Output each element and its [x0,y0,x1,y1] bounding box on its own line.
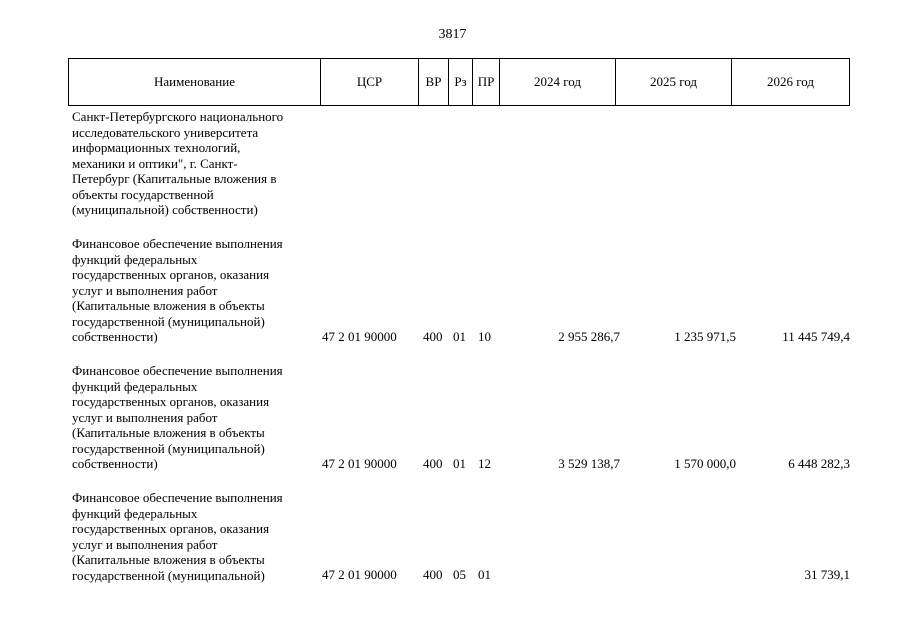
header-rz: Рз [449,59,473,105]
cell-csr: 47 2 01 90000 [322,567,397,582]
name-line: государственных органов, оказания [72,394,270,409]
row-name [72,490,318,583]
name-line: (муниципальной) собственности) [72,202,258,217]
name-line: государственных органов, оказания [72,521,270,536]
name-line: государственной (муниципальной) [72,313,265,329]
cell-csr: 47 2 01 90000 [322,456,397,471]
cell-vr: 400 [423,329,443,344]
name-line: Санкт-Петербургского национального [72,109,284,124]
cell-rz: 01 [453,329,466,344]
name-line: функций федеральных [72,251,198,267]
name-line: государственной (муниципальной) [72,440,265,456]
cell-rz: 01 [453,456,466,471]
header-2025: 2025 год [616,59,732,105]
cell-2025: 1 570 000,0 [674,456,736,471]
cell-pr: 10 [478,329,491,344]
cell-pr: 12 [478,456,491,471]
cell-csr: 47 2 01 90000 [322,329,397,344]
name-line: Финансовое обеспечение выполнения [72,490,283,505]
name-line: механики и оптики", г. Санкт- [72,155,238,171]
name-line: (Капитальные вложения в объекты [72,298,265,313]
cell-2025: 1 235 971,5 [674,329,736,344]
header-name: Наименование [69,59,321,105]
row-name [72,236,318,345]
cell-2024: 3 529 138,7 [558,456,620,471]
name-line: государственной (муниципальной) [72,567,265,583]
name-line: Финансовое обеспечение выполнения [72,236,283,251]
name-line: (Капитальные вложения в объекты [72,425,265,440]
cell-2024: 2 955 286,7 [558,329,620,344]
row-name [72,109,318,218]
name-line: (Капитальные вложения в объекты [72,552,265,567]
header-vr: ВР [419,59,449,105]
name-line: функций федеральных [72,378,198,394]
header-csr: ЦСР [321,59,419,105]
name-line: Петербург (Капитальные вложения в [72,171,277,186]
name-line: услуг и выполнения работ [72,409,218,425]
header-2024: 2024 год [500,59,616,105]
table-header [68,58,850,106]
name-line: функций федеральных [72,505,198,521]
name-line: услуг и выполнения работ [72,536,218,552]
cell-pr: 01 [478,567,491,582]
name-line: Финансовое обеспечение выполнения [72,363,283,378]
header-pr: ПР [473,59,500,105]
name-line: собственности) [72,456,158,471]
name-line: государственных органов, оказания [72,267,270,282]
cell-2026: 31 739,1 [804,567,850,582]
header-2026: 2026 год [767,74,814,89]
cell-vr: 400 [423,567,443,582]
cell-2026: 6 448 282,3 [788,456,850,471]
cell-vr: 400 [423,456,443,471]
name-line: информационных технологий, [72,140,241,155]
name-line: объекты государственной [72,186,214,202]
cell-2026: 11 445 749,4 [782,329,850,344]
name-line: исследовательского университета [72,124,259,140]
row-name [72,363,318,472]
name-line: услуг и выполнения работ [72,282,218,298]
page-number: 3817 [438,27,467,42]
cell-rz: 05 [453,567,466,582]
name-line: собственности) [72,329,158,344]
